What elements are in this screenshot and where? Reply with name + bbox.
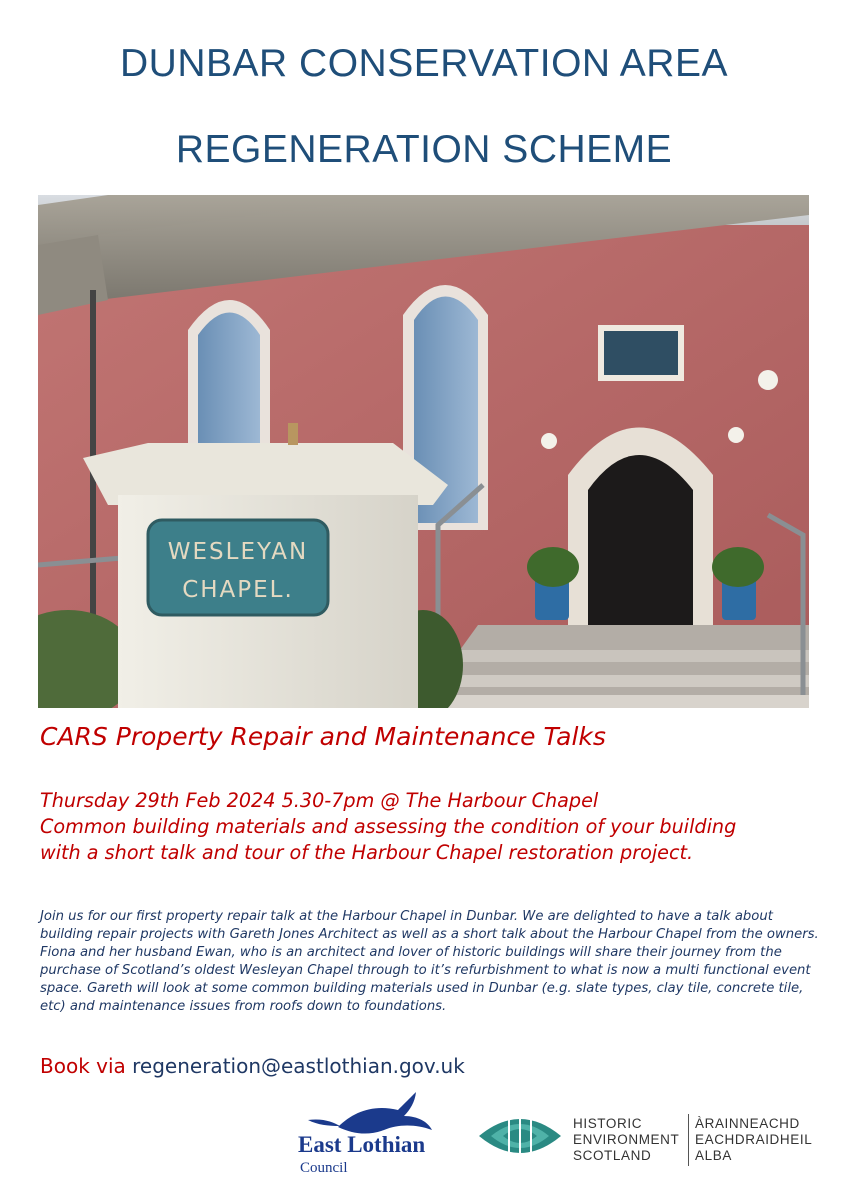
booking-line: [40, 1054, 465, 1078]
chapel-photo: [38, 195, 809, 708]
sign-text-line-1: WESLEYAN: [167, 539, 309, 565]
event-line-topic: Common building materials and assessing the condition of your building: [40, 815, 737, 838]
hes-en-line-2: ENVIRONMENT: [573, 1132, 680, 1147]
booking-email-link[interactable]: regeneration@eastlothian.gov.uk: [132, 1054, 465, 1078]
hes-gaelic-name: [695, 1116, 812, 1164]
bird-icon: [298, 1092, 468, 1137]
booking-label: Book via: [40, 1054, 126, 1078]
title-line-1: DUNBAR CONSERVATION AREA: [120, 42, 728, 85]
event-description: Join us for our first property repair talk at the Harbour Chapel in Dunbar. We are delighted to have a talk about building repair projects with Gareth Jones Architect as well as a short talk about the Harbour Chapel from the owners. Fiona and her husband Ewan, who is an architect and lover of historic buildings will share their journey from the purchase of Scotland’s oldest Wesleyan Chapel through to it’s refurbishment to what is now a multi functional event space. Gareth will look at some common building materials used in Dunbar (e.g. slate types, clay tile, concrete tile, etc) and maintenance issues from roofs down to foundations.: [40, 909, 819, 1014]
hes-emblem-icon: [475, 1106, 565, 1170]
east-lothian-council-logo: [298, 1092, 468, 1182]
event-details: [40, 788, 820, 866]
hes-divider: [688, 1114, 689, 1166]
hes-gd-line-3: ALBA: [695, 1148, 732, 1163]
sign-text-line-2: CHAPEL.: [182, 577, 294, 603]
event-line-datetime: Thursday 29th Feb 2024 5.30-7pm @ The Harbour Chapel: [40, 789, 599, 812]
hes-en-line-1: HISTORIC: [573, 1116, 643, 1131]
east-lothian-name: East Lothian: [298, 1132, 426, 1157]
hes-gd-line-2: EACHDRAIDHEIL: [695, 1132, 813, 1147]
east-lothian-sub: Council: [300, 1160, 348, 1176]
hes-en-line-3: SCOTLAND: [573, 1148, 652, 1163]
event-subheading: CARS Property Repair and Maintenance Talks: [40, 722, 606, 751]
hes-english-name: [573, 1116, 679, 1164]
historic-environment-scotland-logo: [475, 1104, 820, 1174]
event-line-tour: with a short talk and tour of the Harbour Chapel restoration project.: [40, 841, 694, 864]
title-line-2: REGENERATION SCHEME: [175, 128, 673, 171]
hes-gd-line-1: ÀRAINNEACHD: [695, 1116, 800, 1131]
